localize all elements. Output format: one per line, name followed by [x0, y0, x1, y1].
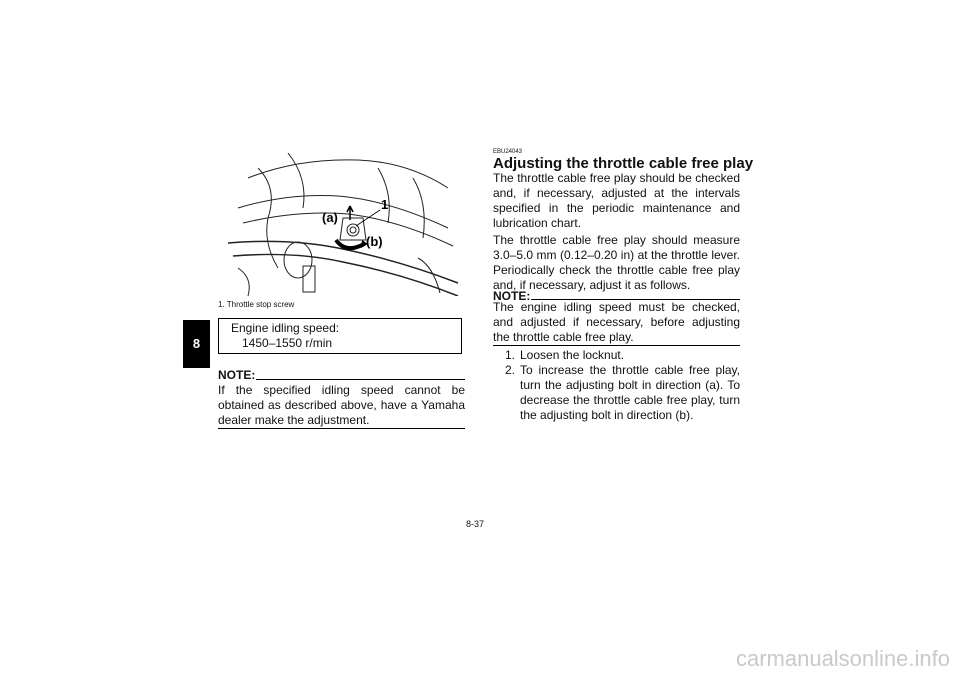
step-text: Loosen the locknut.	[520, 348, 625, 362]
note-text-left: If the specified idling speed cannot be obtained as described above, have a Yamaha dealer make the adjustment.	[218, 383, 465, 427]
step-text: To increase the throttle cable free play, turn the adjusting bolt in direction (a). To decrease the throttle cable free play, turn the adjusting bolt in direction (b).	[520, 363, 740, 422]
spec-box	[218, 318, 462, 354]
note-rule	[256, 379, 465, 380]
note-heading-left: NOTE:	[218, 368, 256, 382]
note-text-right: The engine idling speed must be checked, and adjusted if necessary, before adjusting the throttle cable free play.	[493, 300, 740, 344]
note-end-rule-right	[493, 345, 740, 346]
section-title: Adjusting the throttle cable free play	[493, 155, 754, 172]
step-number: 1.	[504, 348, 515, 362]
page-number: 8-37	[466, 519, 485, 529]
section-code: EBU24043	[493, 149, 523, 155]
callout-number: 1	[381, 197, 389, 212]
step-list	[493, 348, 740, 423]
label-a: (a)	[322, 210, 338, 225]
list-item	[493, 348, 740, 363]
list-item	[493, 363, 740, 423]
step-number: 2.	[504, 363, 515, 377]
note-heading-right: NOTE:	[493, 289, 531, 303]
paragraph-1: The throttle cable free play should be checked and, if necessary, adjusted at the intervals specified in the periodic maintenance and lubrication chart.	[493, 171, 740, 230]
throttle-figure	[218, 148, 465, 296]
paragraph-2: The throttle cable free play should measure 3.0–5.0 mm (0.12–0.20 in) at the throttle lever. Periodically check the throttle cable free play and, if necessary, adjust it as follows.	[493, 233, 740, 292]
figure-caption: 1. Throttle stop screw	[218, 300, 295, 309]
label-b: (b)	[366, 234, 383, 249]
watermark: carmanualsonline.info	[735, 646, 950, 671]
chapter-tab: 8	[183, 320, 210, 368]
throttle-illustration	[218, 148, 465, 296]
spec-label: Engine idling speed:	[231, 321, 340, 335]
spec-value: 1450–1550 r/min	[242, 336, 333, 350]
note-end-rule	[218, 428, 465, 429]
